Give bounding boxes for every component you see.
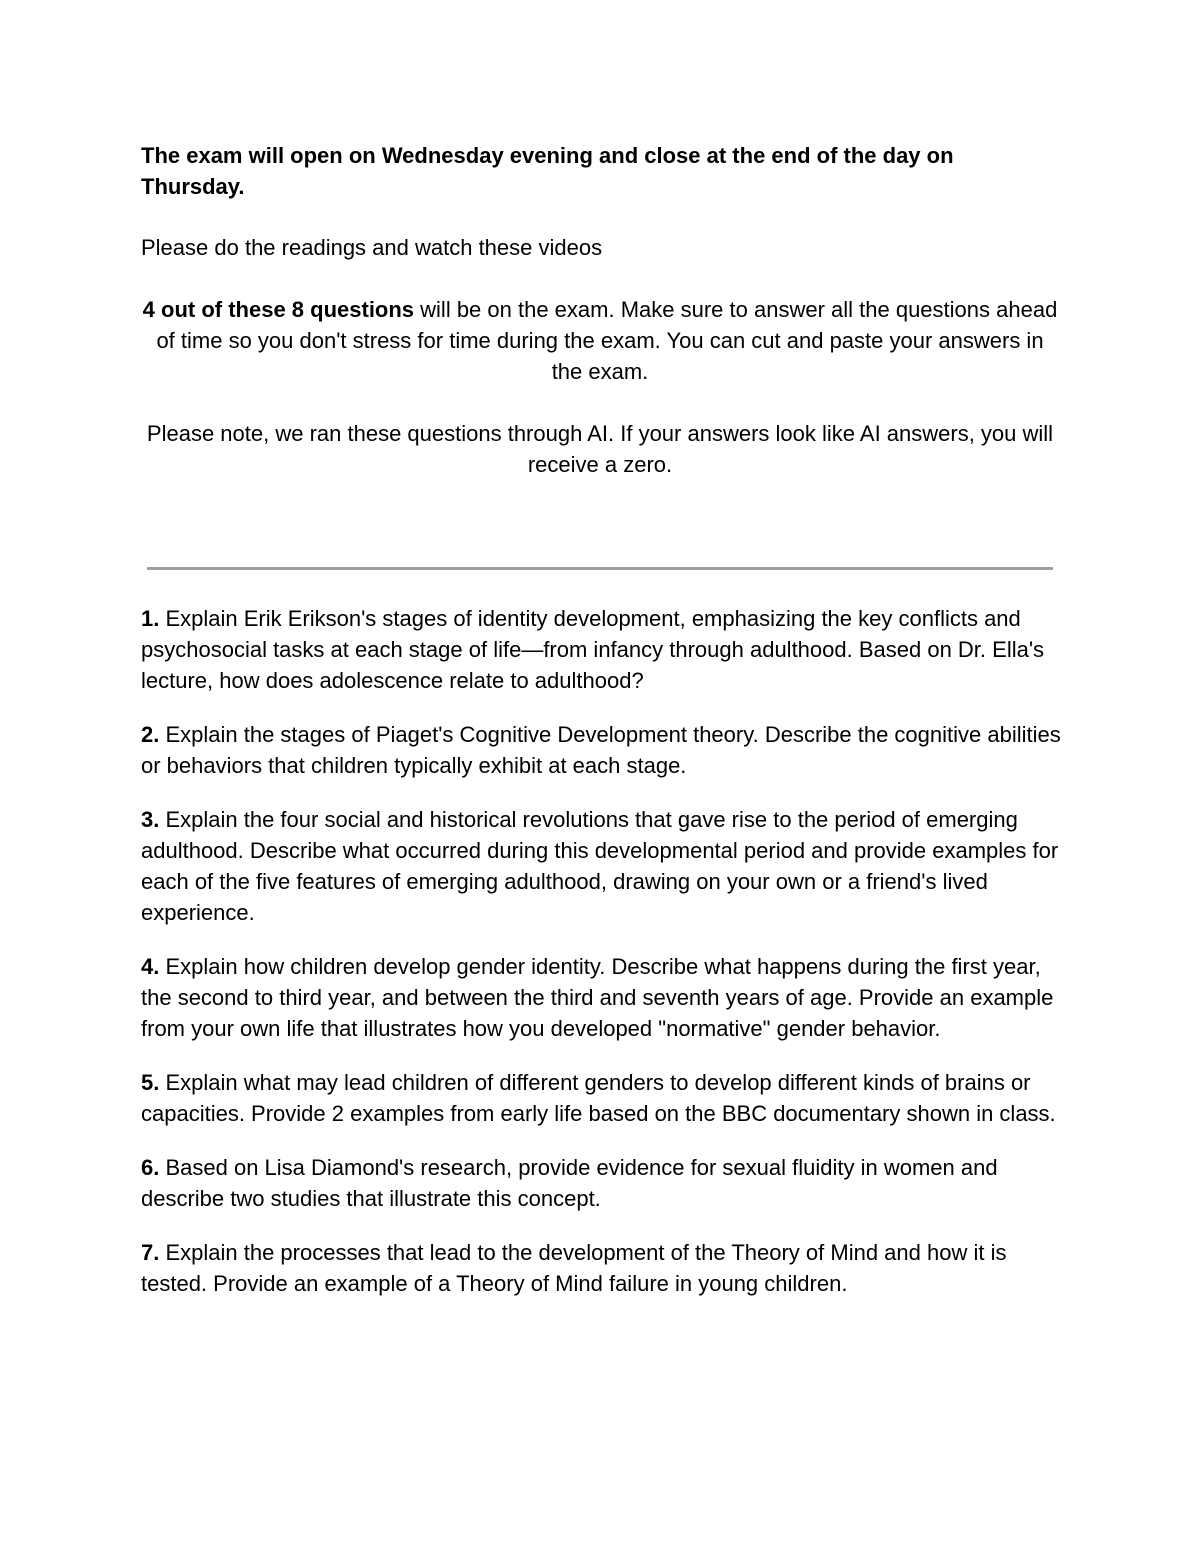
question-number: 4. [141,954,160,979]
question-text: Explain the stages of Piaget's Cognitive Development theory. Describe the cognitive abilities or behaviors that children typically exhibit at each stage. [141,722,1061,778]
question-item [141,603,1071,696]
document-body [141,140,1059,480]
question-item [141,1067,1071,1129]
question-list [141,603,1071,1322]
horizontal-divider [147,567,1053,570]
question-text: Explain the four social and historical revolutions that gave rise to the period of emerging adulthood. Describe what occurred during this developmental period and provide examples for each of the five features of emerging adulthood, drawing on your own or a friend's lived experience. [141,807,1059,925]
question-text: Explain what may lead children of different genders to develop different kinds of brains or capacities. Provide 2 examples from early life based on the BBC documentary shown in class. [141,1070,1056,1126]
question-item [141,1152,1071,1214]
question-item [141,1237,1071,1299]
question-number: 1. [141,606,160,631]
question-number: 5. [141,1070,160,1095]
ai-warning: Please note, we ran these questions through AI. If your answers look like AI answers, you will receive a zero. [146,421,1054,477]
question-number: 3. [141,807,160,832]
question-number: 7. [141,1240,160,1265]
question-item [141,719,1071,781]
question-item [141,804,1071,928]
question-text: Explain the processes that lead to the development of the Theory of Mind and how it is tested. Provide an example of a Theory of Mind failure in young children. [141,1240,1007,1296]
question-number: 6. [141,1155,160,1180]
question-text: Explain Erik Erikson's stages of identity development, emphasizing the key conflicts and psychosocial tasks at each stage of life—from infancy through adulthood. Based on Dr. Ella's lecture, how does adolescence relate to adulthood? [141,606,1045,693]
questions-count-emphasis: 4 out of these 8 questions [142,297,415,322]
questions-notice [141,294,1059,387]
exam-schedule-heading: The exam will open on Wednesday evening and close at the end of the day on Thursday. [141,143,954,199]
question-text: Explain how children develop gender identity. Describe what happens during the first year, the second to third year, and between the third and seventh years of age. Provide an example from your own life that illustrates how you developed "normative" gender behavior. [141,954,1054,1041]
question-item [141,951,1071,1044]
questions-notice-text: will be on the exam. Make sure to answer all the questions ahead of time so you don't stress for time during the exam. You can cut and paste your answers in the exam. [156,297,1058,384]
question-number: 2. [141,722,160,747]
readings-instruction: Please do the readings and watch these videos [141,235,603,260]
question-text: Based on Lisa Diamond's research, provide evidence for sexual fluidity in women and describe two studies that illustrate this concept. [141,1155,998,1211]
